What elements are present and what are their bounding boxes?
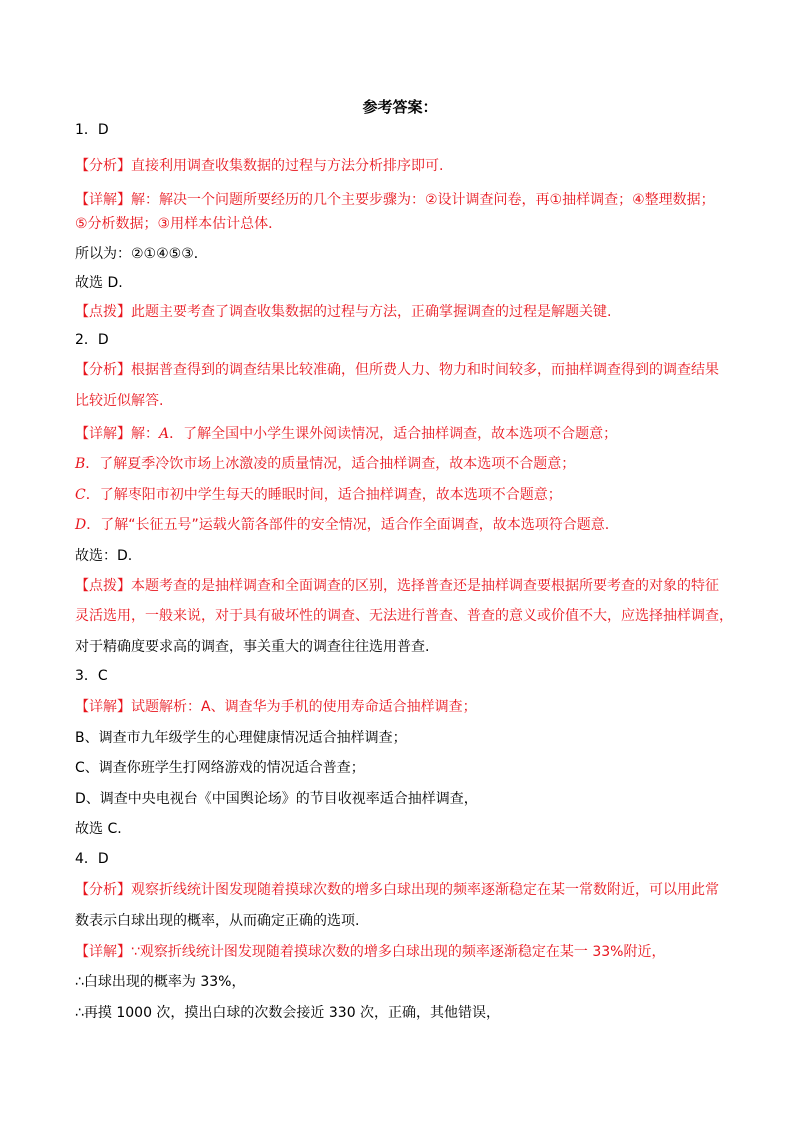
q2-option-c	[75, 485, 735, 505]
q4-detail-line-1: 【详解】∵观察折线统计图发现随着摸球次数的增多白球出现的频率逐渐稳定在某一 33%附近，	[75, 944, 666, 960]
q2-analysis-line-1: 【分析】根据普查得到的调查结果比较准确，但所费人力、物力和时间较多，而抽样调查得到的调查结果	[75, 362, 719, 378]
option-text: ．了解枣阳市初中学生每天的睡眠时间，适合抽样调查，故本选项不合题意；	[85, 487, 562, 503]
q2-option-a	[75, 424, 735, 444]
q2-answer-number: 2．D	[75, 332, 109, 348]
q2-option-b	[75, 454, 735, 474]
q2-analysis-line-2: 比较近似解答.	[75, 393, 164, 409]
q4-answer-number: 4．D	[75, 851, 109, 867]
q2-tip-line-2: 灵活选用，一般来说，对于具有破坏性的调查、无法进行普查、普查的意义或价值不大，应选择抽样调查，	[75, 608, 733, 624]
q4-detail-line-2: ∴白球出现的概率为 33%，	[75, 974, 246, 990]
q3-detail-text: 【详解】试题解析：A、调查华为手机的使用寿命适合抽样调查；	[75, 699, 477, 715]
q3-choice: 故选 C.	[75, 821, 122, 837]
q1-detail-line-2: ⑤分析数据；③用样本估计总体．	[75, 216, 283, 232]
option-text: ．了解全国中小学生课外阅读情况，适合抽样调查，故本选项不合题意；	[169, 426, 618, 442]
q2-tip-line-3: 对于精确度要求高的调查，事关重大的调查往往选用普查.	[75, 639, 430, 655]
q4-detail-line-3: ∴再摸 1000 次，摸出白球的次数会接近 330 次，正确，其他错误，	[75, 1005, 501, 1021]
q4-analysis-line-2: 数表示白球出现的概率，从而确定正确的选项.	[75, 913, 360, 929]
q1-analysis: 【分析】直接利用调查收集数据的过程与方法分析排序即可.	[75, 158, 444, 174]
option-letter: A	[159, 426, 170, 442]
q1-detail-line-3: 所以为：②①④⑤③．	[75, 246, 208, 262]
q2-option-d	[75, 515, 735, 535]
option-text: ．了解夏季冷饮市场上冰激凌的质量情况，适合抽样调查，故本选项不合题意；	[85, 456, 576, 472]
q2-tip-line-1: 【点拨】本题考查的是抽样调查和全面调查的区别，选择普查还是抽样调查要根据所要考查的对象的特征	[75, 578, 719, 594]
q2-choice: 故选：D.	[75, 548, 133, 564]
page-title: 参考答案：	[362, 98, 438, 116]
detail-label: 【详解】解：	[75, 426, 159, 442]
option-letter: C	[75, 487, 86, 503]
q3-detail-line-4: D、调查中央电视台《中国舆论场》的节目收视率适合抽样调查，	[75, 791, 478, 807]
q3-answer-number: 3．C	[75, 668, 108, 684]
q3-detail-line-2: B、调查市九年级学生的心理健康情况适合抽样调查；	[75, 730, 407, 746]
option-letter: B	[75, 456, 86, 472]
q4-analysis-line-1: 【分析】观察折线统计图发现随着摸球次数的增多白球出现的频率逐渐稳定在某一常数附近，可以用此常	[75, 882, 719, 898]
q3-detail-line-1	[75, 697, 735, 717]
option-text: ．了解“长征五号”运载火箭各部件的安全情况，适合作全面调查，故本选项符合题意.	[86, 517, 610, 533]
q1-answer-number: 1．D	[75, 122, 109, 138]
q1-tip: 【点拨】此题主要考查了调查收集数据的过程与方法，正确掌握调查的过程是解题关键.	[75, 304, 612, 320]
option-letter: D	[75, 517, 87, 533]
q1-choice: 故选 D.	[75, 275, 123, 291]
q3-detail-line-3: C、调查你班学生打网络游戏的情况适合普查；	[75, 760, 365, 776]
q1-detail-line-1: 【详解】解：解决一个问题所要经历的几个主要步骤为：②设计调查问卷，再①抽样调查；④整理数据；	[75, 192, 715, 208]
